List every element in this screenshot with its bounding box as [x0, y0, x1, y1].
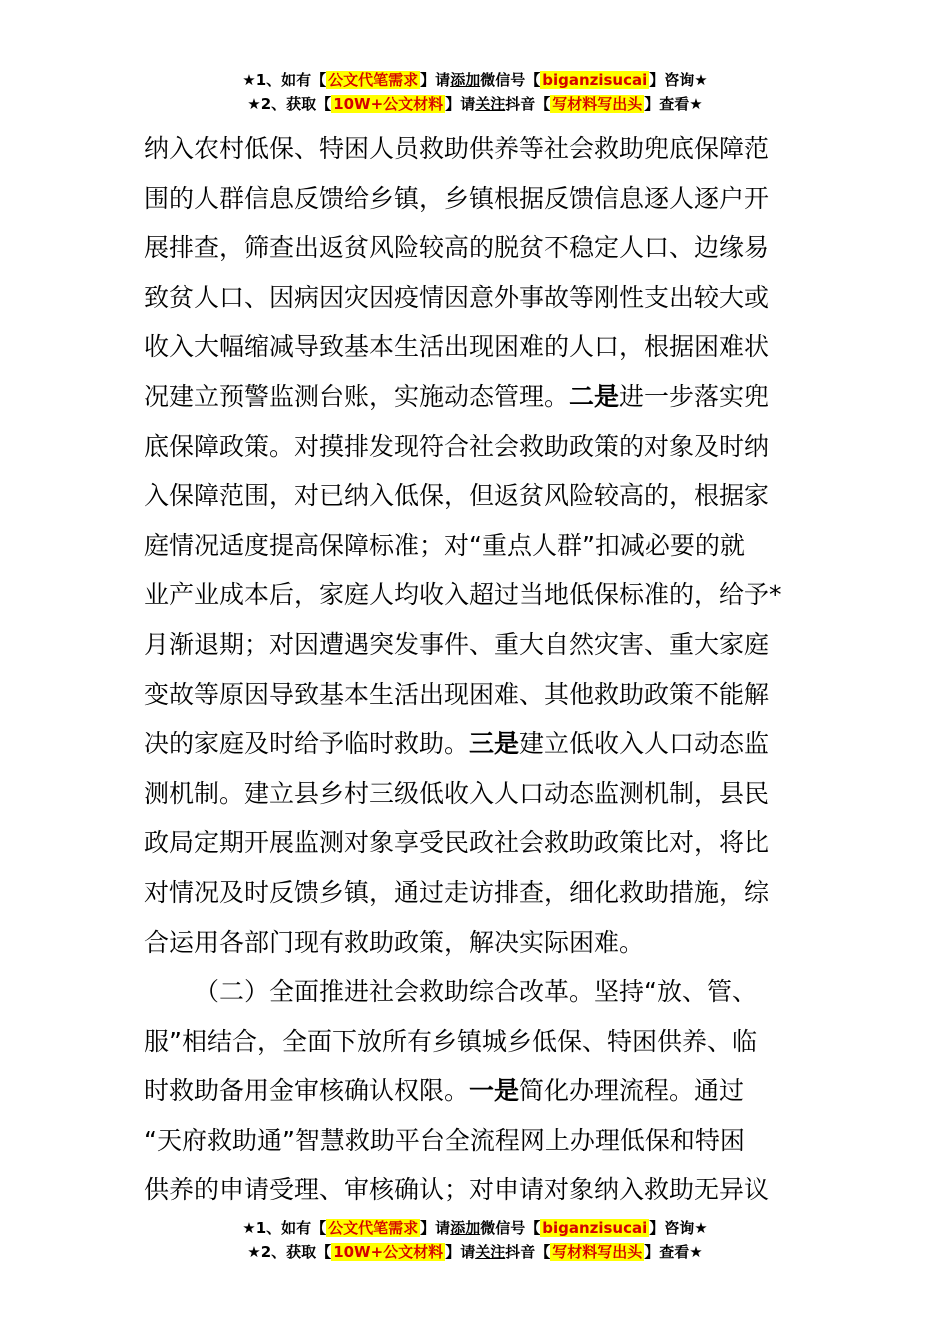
banner-line-1	[0, 1216, 950, 1240]
banner-text: 微信号【	[480, 1219, 541, 1237]
body-line: 底保障政策。对摸排发现符合社会救助政策的对象及时纳	[144, 431, 770, 461]
banner-text: 】请	[445, 95, 476, 113]
banner-text: ★1、如有【	[242, 1219, 327, 1237]
banner-text: 抖音【	[505, 1243, 551, 1261]
section-heading-line: （二）全面推进社会救助综合改革。坚持“放、管、	[194, 977, 757, 1007]
banner-text: 】查看★	[644, 95, 703, 113]
body-text: 简化办理流程。通过	[519, 1076, 745, 1106]
banner-text: 】请	[445, 1243, 476, 1261]
body-line	[144, 1066, 804, 1116]
body-line: 庭情况适度提高保障标准；对“重点人群”扣减必要的就	[144, 530, 745, 560]
banner-text: 】查看★	[644, 1243, 703, 1261]
banner-text: 】请	[420, 1219, 451, 1237]
banner-highlight: 公文代笔需求	[328, 1219, 419, 1237]
body-line: 变故等原因导致基本生活出现困难、其他救助政策不能解	[144, 679, 770, 709]
body-text: 况建立预警监测台账，实施动态管理。	[144, 381, 570, 411]
body-line	[144, 719, 804, 769]
banner-underline: 关注	[475, 95, 506, 113]
body-line: 供养的申请受理、审核确认；对申请对象纳入救助无异议	[144, 1175, 770, 1205]
body-line: 对情况及时反馈乡镇，通过走访排查，细化救助措施，综	[144, 877, 770, 907]
body-line: 业产业成本后，家庭人均收入超过当地低保标准的，给予*	[144, 580, 782, 610]
body-line: “天府救助通”智慧救助平台全流程网上办理低保和特困	[144, 1125, 745, 1155]
body-text: 时救助备用金审核确认权限。	[144, 1076, 470, 1106]
banner-text: 】咨询★	[649, 71, 708, 89]
body-line: 入保障范围，对已纳入低保，但返贫风险较高的，根据家	[144, 481, 770, 511]
document-body	[144, 124, 804, 1215]
body-line: 服”相结合，全面下放所有乡镇城乡低保、特困供养、临	[144, 1026, 757, 1056]
bold-keyword: 三是	[469, 729, 520, 759]
body-line: 围的人群信息反馈给乡镇，乡镇根据反馈信息逐人逐户开	[144, 183, 770, 213]
banner-line-2	[0, 1240, 950, 1264]
banner-highlight: 10W+公文材料	[333, 1243, 444, 1261]
body-line	[144, 372, 804, 422]
body-line: 合运用各部门现有救助政策，解决实际困难。	[144, 927, 645, 957]
banner-text: ★1、如有【	[242, 71, 327, 89]
banner-highlight: 公文代笔需求	[328, 71, 419, 89]
banner-text: ★2、获取【	[247, 1243, 332, 1261]
banner-highlight: biganzisucai	[542, 1219, 648, 1237]
banner-highlight: 写材料写出头	[552, 95, 643, 113]
body-line: 致贫人口、因病因灾因疫情因意外事故等刚性支出较大或	[144, 282, 770, 312]
banner-text: 微信号【	[480, 71, 541, 89]
bold-keyword: 二是	[569, 381, 620, 411]
body-line: 测机制。建立县乡村三级低收入人口动态监测机制，县民	[144, 778, 770, 808]
banner-line-2	[0, 92, 950, 116]
banner-underline: 关注	[475, 1243, 506, 1261]
footer-banner	[0, 1216, 950, 1264]
body-text: 决的家庭及时给予临时救助。	[144, 729, 470, 759]
banner-text: 】咨询★	[649, 1219, 708, 1237]
body-line: 月渐退期；对因遭遇突发事件、重大自然灾害、重大家庭	[144, 629, 770, 659]
banner-text: 抖音【	[505, 95, 551, 113]
banner-highlight: 写材料写出头	[552, 1243, 643, 1261]
banner-highlight: 10W+公文材料	[333, 95, 444, 113]
body-line: 纳入农村低保、特困人员救助供养等社会救助兜底保障范	[144, 134, 770, 163]
banner-text: 】请	[420, 71, 451, 89]
bold-keyword: 一是	[469, 1076, 520, 1106]
body-line: 展排查，筛查出返贫风险较高的脱贫不稳定人口、边缘易	[144, 233, 770, 263]
body-text: 建立低收入人口动态监	[519, 729, 770, 759]
banner-highlight: biganzisucai	[542, 71, 648, 89]
body-line: 收入大幅缩减导致基本生活出现困难的人口，根据困难状	[144, 332, 770, 362]
body-line: 政局定期开展监测对象享受民政社会救助政策比对，将比	[144, 828, 770, 858]
header-banner	[0, 68, 950, 116]
banner-underline: 添加	[450, 71, 481, 89]
banner-underline: 添加	[450, 1219, 481, 1237]
body-text: 进一步落实兜	[619, 381, 770, 411]
banner-line-1	[0, 68, 950, 92]
banner-text: ★2、获取【	[247, 95, 332, 113]
